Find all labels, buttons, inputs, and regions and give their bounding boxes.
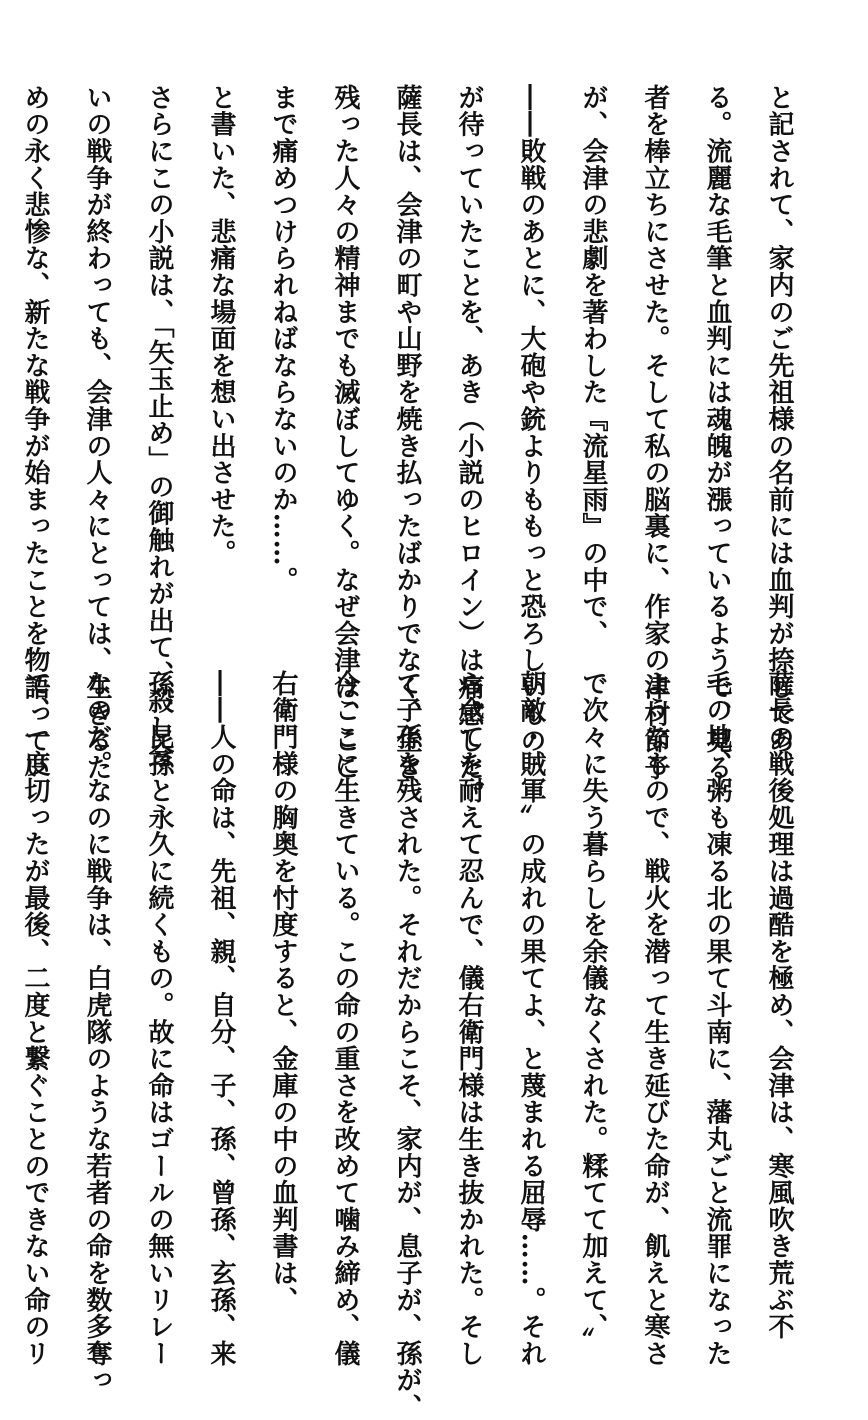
text-column: ようなもので、戦火を潜って生き延びた命が、飢えと寒さ xyxy=(640,670,670,1367)
text-column: 今ここに生きている。この命の重さを改めて噛み締め、儀 xyxy=(330,670,360,1367)
lower-text-block xyxy=(0,670,810,1420)
text-column: 薩長は、会津の町や山野を焼き払ったばかりでなく、生き xyxy=(392,84,422,781)
text-column: て子孫を残された。それだからこそ、家内が、息子が、孫が、 xyxy=(392,670,422,1420)
text-column: 薩長の戦後処理は過酷を極め、会津は、寒風吹き荒ぶ不 xyxy=(764,670,794,1340)
text-column: が、会津の悲劇を著わした『流星雨』の中で、 xyxy=(578,84,608,647)
text-column: と記されて、家内のご先祖様の名前には血判が捺してあ xyxy=(764,84,794,754)
text-column: 残った人々の精神までも滅ぼしてゆく。なぜ会津は、ここ xyxy=(330,84,360,781)
text-column: て、一度切ったが最後、二度と繋ぐことのできない命のリ xyxy=(20,670,50,1367)
text-column: 毛の地、粥も凍る北の果て斗南に、藩丸ごと流罪になった xyxy=(702,670,732,1367)
text-column: まで痛めつけられねばならないのか……。 xyxy=(268,84,298,594)
text-column: と書いた、悲痛な場面を想い出させた。 xyxy=(206,84,236,567)
text-column: 朝敵・賊軍〞の成れの果てよ、と蔑まれる屈辱……。それ xyxy=(516,670,546,1367)
text-column: ――敗戦のあとに、大砲や銃よりももっと恐ろしいもの xyxy=(516,84,546,754)
text-column: 右衛門様の胸奥を忖度すると、金庫の中の血判書は、 xyxy=(268,670,298,1314)
text-column: る。流麗な毛筆と血判には魂魄が漲っているようで、見る xyxy=(702,84,732,781)
text-column: が待っていたことを、あき（小説のヒロイン）は痛感した。 xyxy=(454,84,484,808)
upper-text-block xyxy=(0,84,810,808)
text-column: ら全てを耐えて忍んで、儀右衛門様は生き抜かれた。そし xyxy=(454,670,484,1367)
text-column: なのだ。なのに戦争は、白虎隊のような若者の命を数多奪っ xyxy=(82,670,112,1394)
text-column: 孫、昆孫と永久に続くもの。故に命はゴールの無いリレー xyxy=(144,670,174,1367)
text-column: めの永く悲惨な、新たな戦争が始まったことを物語ってい xyxy=(20,84,50,781)
text-column: ――人の命は、先祖、親、自分、子、孫、曾孫、玄孫、来 xyxy=(206,670,236,1367)
text-column: さらにこの小説は、「矢玉止め」の御触れが出て、殺し合 xyxy=(144,84,174,768)
text-column: いの戦争が終わっても、会津の人々にとっては、生きるた xyxy=(82,84,112,781)
text-column: で次々に失う暮らしを余儀なくされた。糅てて加えて、〞 xyxy=(578,670,608,1354)
text-column: 者を棒立ちにさせた。そして私の脳裏に、作家の津村節子 xyxy=(640,84,670,781)
